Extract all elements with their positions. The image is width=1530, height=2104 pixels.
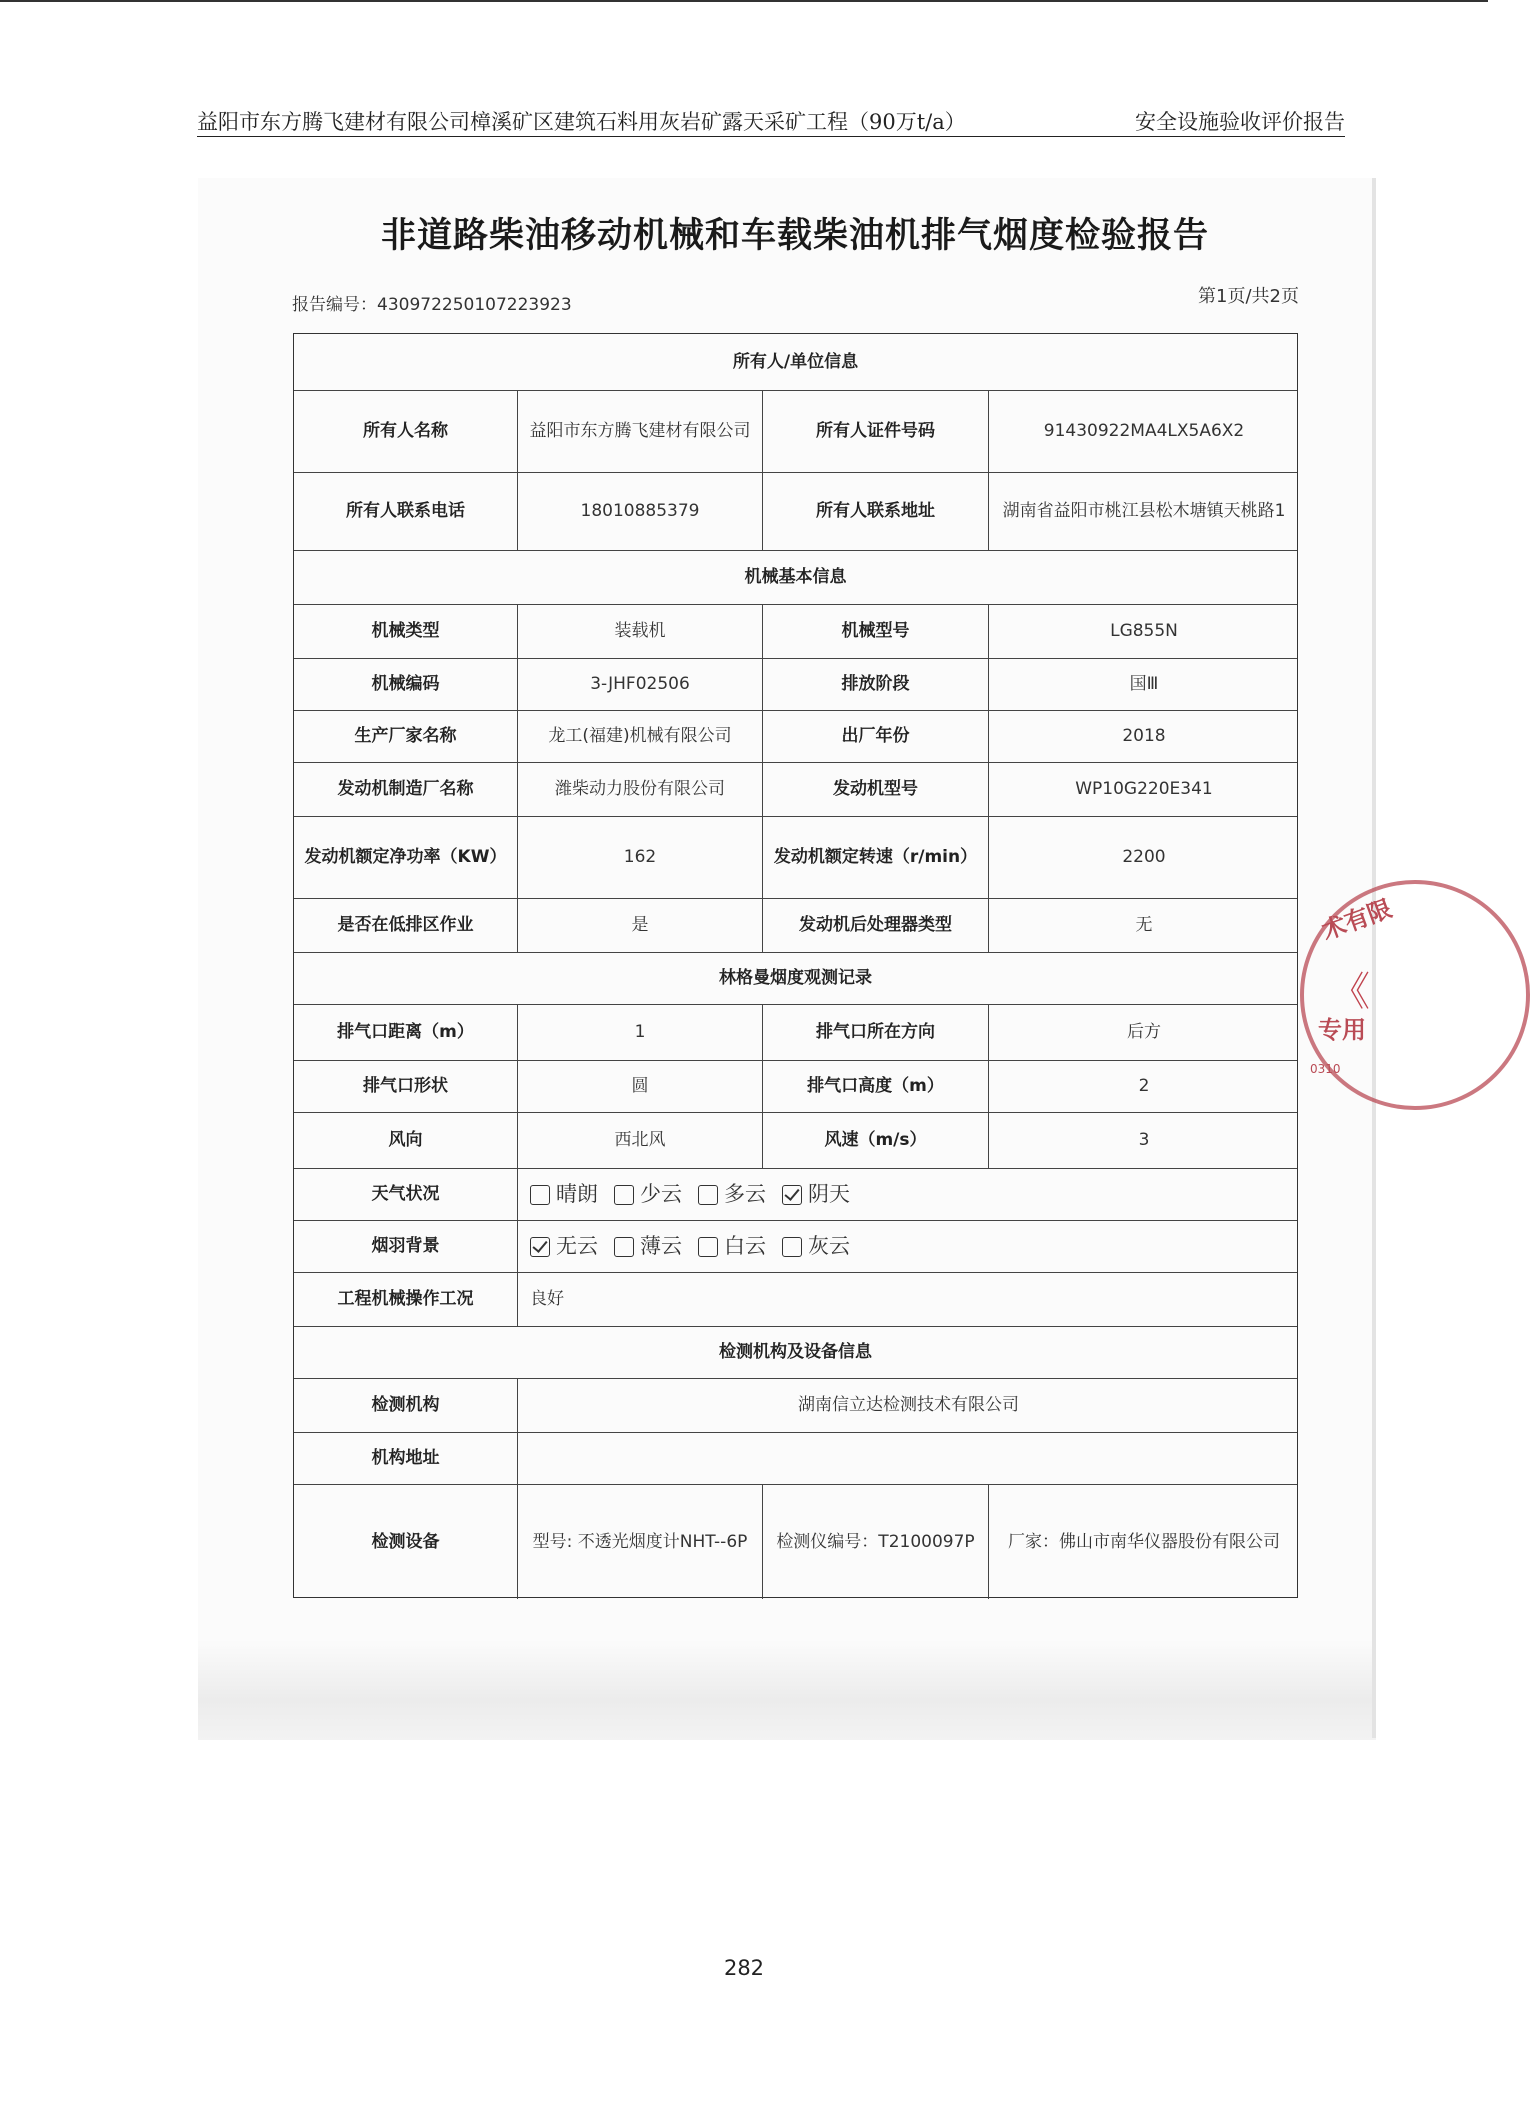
equipment-maker: 厂家：佛山市南华仪器股份有限公司 bbox=[988, 1485, 1299, 1599]
engine-maker-label: 发动机制造厂名称 bbox=[337, 779, 474, 800]
equipment-model: 型号: 不透光烟度计NHT--6P bbox=[517, 1485, 762, 1599]
table-row bbox=[294, 390, 1297, 472]
equipment-label: 检测设备 bbox=[371, 1531, 440, 1552]
weather-label: 天气状况 bbox=[371, 1184, 440, 1205]
owner-address-value: 湖南省益阳市桃江县松木塘镇天桃路1 bbox=[988, 473, 1299, 550]
weather-options bbox=[517, 1169, 1299, 1220]
seal-star: 《 bbox=[1330, 969, 1370, 1015]
emission-stage-label: 排放阶段 bbox=[762, 659, 988, 710]
aftertreatment-value: 无 bbox=[988, 899, 1299, 952]
checked-checkbox-icon bbox=[782, 1185, 802, 1205]
owner-section-header bbox=[294, 334, 1297, 390]
weather-option[interactable] bbox=[530, 1180, 598, 1208]
engine-power-label: 发动机额定净功率（KW） bbox=[304, 847, 507, 868]
table-row bbox=[294, 1484, 1297, 1599]
owner-id-value: 91430922MA4LX5A6X2 bbox=[988, 391, 1299, 472]
exhaust-shape-label: 排气口形状 bbox=[363, 1076, 448, 1097]
ringelmann-section-title: 林格曼烟度观测记录 bbox=[719, 968, 872, 989]
table-row bbox=[294, 1432, 1297, 1484]
official-seal bbox=[1300, 880, 1396, 1110]
header-project-title: 益阳市东方腾飞建材有限公司樟溪矿区建筑石料用灰岩矿露天采矿工程（90万t/a） bbox=[197, 110, 966, 134]
table-row bbox=[294, 1272, 1297, 1326]
org-address-label: 机构地址 bbox=[371, 1448, 440, 1469]
maker-value: 龙工(福建)机械有限公司 bbox=[517, 711, 762, 762]
option-label: 薄云 bbox=[640, 1234, 682, 1259]
header-report-type: 安全设施验收评价报告 bbox=[1135, 110, 1345, 134]
weather-option[interactable] bbox=[698, 1180, 766, 1208]
background-option[interactable] bbox=[782, 1232, 850, 1260]
table-row bbox=[294, 710, 1297, 762]
engine-speed-label: 发动机额定转速（r/min） bbox=[762, 817, 988, 898]
machine-model-value: LG855N bbox=[988, 605, 1299, 658]
engine-model-label: 发动机型号 bbox=[762, 763, 988, 816]
engine-maker-value: 潍柴动力股份有限公司 bbox=[517, 763, 762, 816]
owner-address-label: 所有人联系地址 bbox=[762, 473, 988, 550]
weather-option-selected[interactable] bbox=[782, 1180, 850, 1208]
equipment-serial: 检测仪编号：T2100097P bbox=[762, 1485, 988, 1599]
seal-serial: 0310 bbox=[1310, 1062, 1341, 1076]
exhaust-distance-label: 排气口距离（m） bbox=[337, 1022, 474, 1043]
checkbox-icon bbox=[782, 1237, 802, 1257]
exhaust-direction-value: 后方 bbox=[988, 1005, 1299, 1060]
year-label: 出厂年份 bbox=[762, 711, 988, 762]
maker-label: 生产厂家名称 bbox=[354, 726, 457, 747]
checkbox-icon bbox=[530, 1185, 550, 1205]
report-number: 报告编号：430972250107223923 bbox=[292, 295, 572, 315]
checkbox-icon bbox=[698, 1185, 718, 1205]
machine-section-header bbox=[294, 550, 1297, 604]
header-rule bbox=[197, 136, 1345, 137]
option-label: 晴朗 bbox=[556, 1182, 598, 1207]
scan-shadow bbox=[198, 1640, 1376, 1740]
engine-speed-value: 2200 bbox=[988, 817, 1299, 898]
operation-condition-value: 良好 bbox=[517, 1273, 1299, 1326]
option-label: 少云 bbox=[640, 1182, 682, 1207]
machine-section-title: 机械基本信息 bbox=[744, 567, 847, 588]
owner-id-label: 所有人证件号码 bbox=[762, 391, 988, 472]
plume-background-label: 烟羽背景 bbox=[371, 1236, 440, 1257]
exhaust-shape-value: 圆 bbox=[517, 1061, 762, 1112]
table-row bbox=[294, 1378, 1297, 1432]
table-row bbox=[294, 816, 1297, 898]
checkbox-icon bbox=[614, 1185, 634, 1205]
background-option[interactable] bbox=[698, 1232, 766, 1260]
inspection-org-value: 湖南信立达检测技术有限公司 bbox=[517, 1379, 1299, 1432]
checked-checkbox-icon bbox=[530, 1237, 550, 1257]
background-option-selected[interactable] bbox=[530, 1232, 598, 1260]
engine-model-value: WP10G220E341 bbox=[988, 763, 1299, 816]
owner-section-title: 所有人/单位信息 bbox=[732, 351, 859, 372]
machine-code-value: 3-JHF02506 bbox=[517, 659, 762, 710]
option-label: 阴天 bbox=[808, 1182, 850, 1207]
engine-power-value: 162 bbox=[517, 817, 762, 898]
weather-option[interactable] bbox=[614, 1180, 682, 1208]
low-emission-label: 是否在低排区作业 bbox=[337, 915, 474, 936]
option-label: 无云 bbox=[556, 1234, 598, 1259]
table-row bbox=[294, 472, 1297, 550]
aftertreatment-label: 发动机后处理器类型 bbox=[762, 899, 988, 952]
wind-speed-label: 风速（m/s） bbox=[762, 1113, 988, 1168]
plume-background-options bbox=[517, 1221, 1299, 1272]
machine-type-label: 机械类型 bbox=[371, 621, 440, 642]
year-value: 2018 bbox=[988, 711, 1299, 762]
exhaust-height-value: 2 bbox=[988, 1061, 1299, 1112]
table-row bbox=[294, 658, 1297, 710]
option-label: 多云 bbox=[724, 1182, 766, 1207]
table-row bbox=[294, 1168, 1297, 1220]
table-row bbox=[294, 1220, 1297, 1272]
operation-condition-label: 工程机械操作工况 bbox=[337, 1289, 474, 1310]
checkbox-icon bbox=[614, 1237, 634, 1257]
owner-phone-value: 18010885379 bbox=[517, 473, 762, 550]
table-row bbox=[294, 1004, 1297, 1060]
exhaust-direction-label: 排气口所在方向 bbox=[762, 1005, 988, 1060]
owner-name-value: 益阳市东方腾飞建材有限公司 bbox=[517, 391, 762, 472]
wind-speed-value: 3 bbox=[988, 1113, 1299, 1168]
org-address-value bbox=[517, 1433, 1299, 1484]
owner-phone-label: 所有人联系电话 bbox=[346, 501, 465, 522]
table-row bbox=[294, 604, 1297, 658]
page-count: 第1页/共2页 bbox=[1198, 286, 1299, 307]
page-number: 282 bbox=[723, 1956, 765, 1980]
table-row bbox=[294, 762, 1297, 816]
table-row bbox=[294, 898, 1297, 952]
inspection-section-title: 检测机构及设备信息 bbox=[719, 1342, 872, 1363]
seal-text: 术有限 bbox=[1318, 894, 1396, 946]
emission-stage-value: 国Ⅲ bbox=[988, 659, 1299, 710]
ringelmann-section-header bbox=[294, 952, 1297, 1004]
page-header bbox=[197, 106, 1345, 136]
seal-text: 专用 bbox=[1318, 1016, 1366, 1044]
wind-direction-value: 西北风 bbox=[517, 1113, 762, 1168]
machine-code-label: 机械编码 bbox=[371, 674, 440, 695]
wind-direction-label: 风向 bbox=[388, 1130, 423, 1151]
machine-model-label: 机械型号 bbox=[762, 605, 988, 658]
inspection-section-header bbox=[294, 1326, 1297, 1378]
option-label: 白云 bbox=[724, 1234, 766, 1259]
inspection-form bbox=[293, 333, 1298, 1598]
checkbox-icon bbox=[698, 1237, 718, 1257]
table-row bbox=[294, 1112, 1297, 1168]
report-title: 非道路柴油移动机械和车载柴油机排气烟度检验报告 bbox=[380, 216, 1209, 256]
exhaust-height-label: 排气口高度（m） bbox=[762, 1061, 988, 1112]
table-row bbox=[294, 1060, 1297, 1112]
machine-type-value: 装载机 bbox=[517, 605, 762, 658]
background-option[interactable] bbox=[614, 1232, 682, 1260]
top-border bbox=[0, 0, 1488, 2]
low-emission-value: 是 bbox=[517, 899, 762, 952]
option-label: 灰云 bbox=[808, 1234, 850, 1259]
inspection-org-label: 检测机构 bbox=[371, 1395, 440, 1416]
exhaust-distance-value: 1 bbox=[517, 1005, 762, 1060]
owner-name-label: 所有人名称 bbox=[363, 421, 448, 442]
